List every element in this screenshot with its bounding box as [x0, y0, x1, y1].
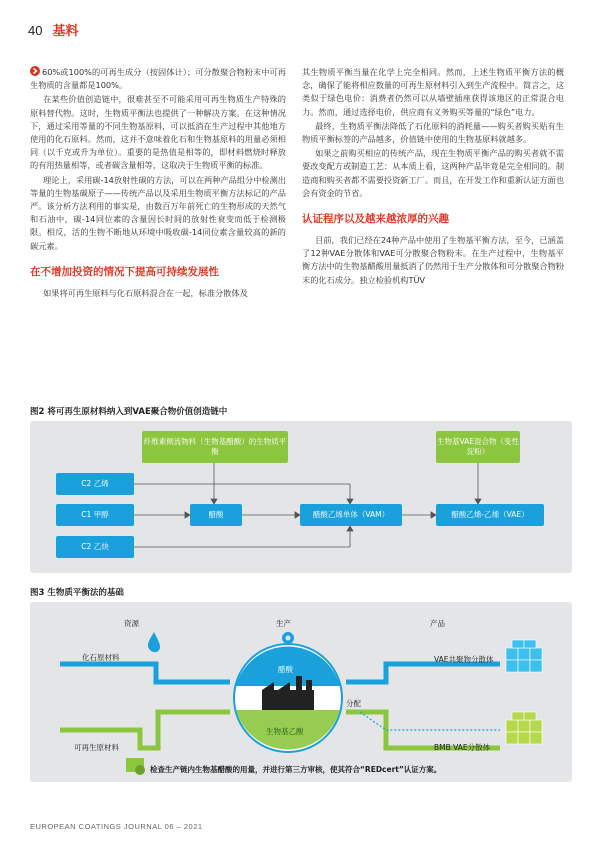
resources-label: 资源: [124, 619, 139, 628]
renewable-label: 可再生原材料: [74, 743, 119, 752]
production-label: 生产: [276, 619, 291, 628]
body-paragraph: 理论上，采用碳-14放射性碳的方法，可以在两种产品组分中检测出等量的生物基碳原子——传统产品以及采用生物质平衡方法标记的产品严。该分析方法利用的事实是，由数百万年前死亡的生物形成的天然气和石油中，碳-14同位素的含量因长时间的放射性衰变而低于检测极限。相反，活的生物不断地从环境中吸收碳-14同位素含量较高的新的碳元素。: [30, 174, 286, 251]
cellulose-side-stream-box: 纤维素侧流物料（生物基醋酸）的生物质平衡: [142, 431, 288, 463]
acetic-label: 醋酸: [278, 665, 293, 674]
body-paragraph: 如果将可再生原料与化石原料混合在一起，标准分散体及: [43, 287, 248, 298]
body-paragraph: 如果之前购买相应的传统产品，现在生物质平衡产品的购买者就不需要改变配方或制造工艺：从本质上看，这两种产品毕竟是完全相同的。制造商和购买者都不需要投资新工厂。而且，在开发工作和重新认证方面也会有资金的节省。: [302, 148, 565, 198]
section-title: 基料: [52, 24, 79, 39]
body-paragraph: 目前，我们已经在24种产品中使用了生物基平衡方法，至今，已涵盖了12种VAE分散体和VAE可分散聚合物粉末。在生产过程中，生物基平衡方法中的生物基醋酸用量抵消了仍然用于生产分散体和可分散聚合物粉末的化石成分。独立检验机构TÜV: [302, 235, 565, 285]
vae-copolymer-label: VAE共聚物分散体: [434, 655, 494, 664]
bmb-vae-label: BMB VAE分散体: [434, 743, 491, 752]
continue-arrow-icon: [30, 66, 40, 76]
left-column: [30, 66, 286, 301]
c2-ethylene-box: C2 乙烯: [56, 473, 134, 495]
bio-vae-mixture-box: 生物基VAE混合物（变性淀粉）: [436, 431, 520, 463]
fossil-output-line: [346, 664, 500, 682]
c1-methanol-box: C1 甲醇: [56, 504, 134, 526]
continuation-paragraph: 60%或100%的可再生成分（按固体计）；可分散聚合物粉末中可再生物质的含量都是100%。: [30, 67, 286, 91]
figure3-diagram: [30, 602, 572, 782]
vae-box: 醋酸乙烯-乙烯（VAE）: [436, 504, 544, 526]
subheading: 认证程序以及越来越浓厚的兴趣: [302, 213, 449, 226]
allocation-dotted-line: [360, 712, 500, 730]
figure3-flow: [30, 602, 572, 782]
bio-acetic-label: 生物基乙酸: [266, 727, 304, 736]
certificate-icon: [126, 758, 145, 775]
c2-acetylene-box: C2 乙炔: [56, 536, 134, 558]
right-column: [302, 66, 564, 288]
allocation-label: 分配: [346, 699, 361, 708]
page-number: 40: [28, 23, 43, 38]
green-cube-icon: [506, 712, 542, 744]
body-paragraph: 其生物质平衡当量在化学上完全相同。然而，上述生物质平衡方法的概念，确保了能将相应数量的可再生原材料引入到生产流程中。简言之，这类似于绿色电价：消费者仍然可以从墙壁插座获得该地区的正常混合电力。然而，通过选择电价，供应商有义务购买等量的“绿色”电力。: [302, 67, 565, 117]
fossil-flow-line: [60, 664, 230, 682]
figure2-diagram: [30, 421, 572, 573]
vam-box: 醋酸乙烯单体（VAM）: [300, 504, 402, 526]
products-label: 产品: [430, 619, 445, 628]
body-paragraph: 在某些价值创造链中，很难甚至不可能采用可再生物质生产特殊的原料替代物。这时，生物质平衡法也提供了一种解决方案。在这种情况下，通过采用等量的不同生物基原料，可以抵消在生产过程中其他地方使用的化石原料。然而，这并不意味着化石和生物基原料的用量必须相同（以千克或升为单位）。重要的是热值是相等的，即材料燃烧时释放的有用热量相等，或者碳含量相等，这取决于生物质平衡的标准。: [30, 94, 286, 171]
body-paragraph: 最终，生物质平衡法降低了石化原料的消耗量——购买者购买贴有生物质平衡标签的产品越多，价值链中使用的生物基原料就越多。: [302, 120, 564, 145]
figure3-caption: 图3 生物质平衡法的基础: [30, 588, 124, 598]
journal-footer: EUROPEAN COATINGS JOURNAL 06 – 2021: [30, 822, 203, 831]
blue-cube-icon: [506, 640, 542, 672]
acetic-acid-box: 醋酸: [190, 504, 242, 526]
fossil-label: 化石原材料: [82, 653, 120, 662]
oil-drop-icon: [148, 632, 160, 652]
page-header: [28, 20, 78, 40]
figure2-caption: 图2 将可再生原材料纳入到VAE聚合物价值创造链中: [30, 407, 228, 417]
subheading: 在不增加投资的情况下提高可持续发展性: [30, 265, 219, 278]
certification-note: 检查生产链内生物基醋酸的用量，并进行第三方审核，使其符合“REDcert”认证方案。: [150, 765, 442, 774]
gear-icon: [282, 632, 294, 644]
